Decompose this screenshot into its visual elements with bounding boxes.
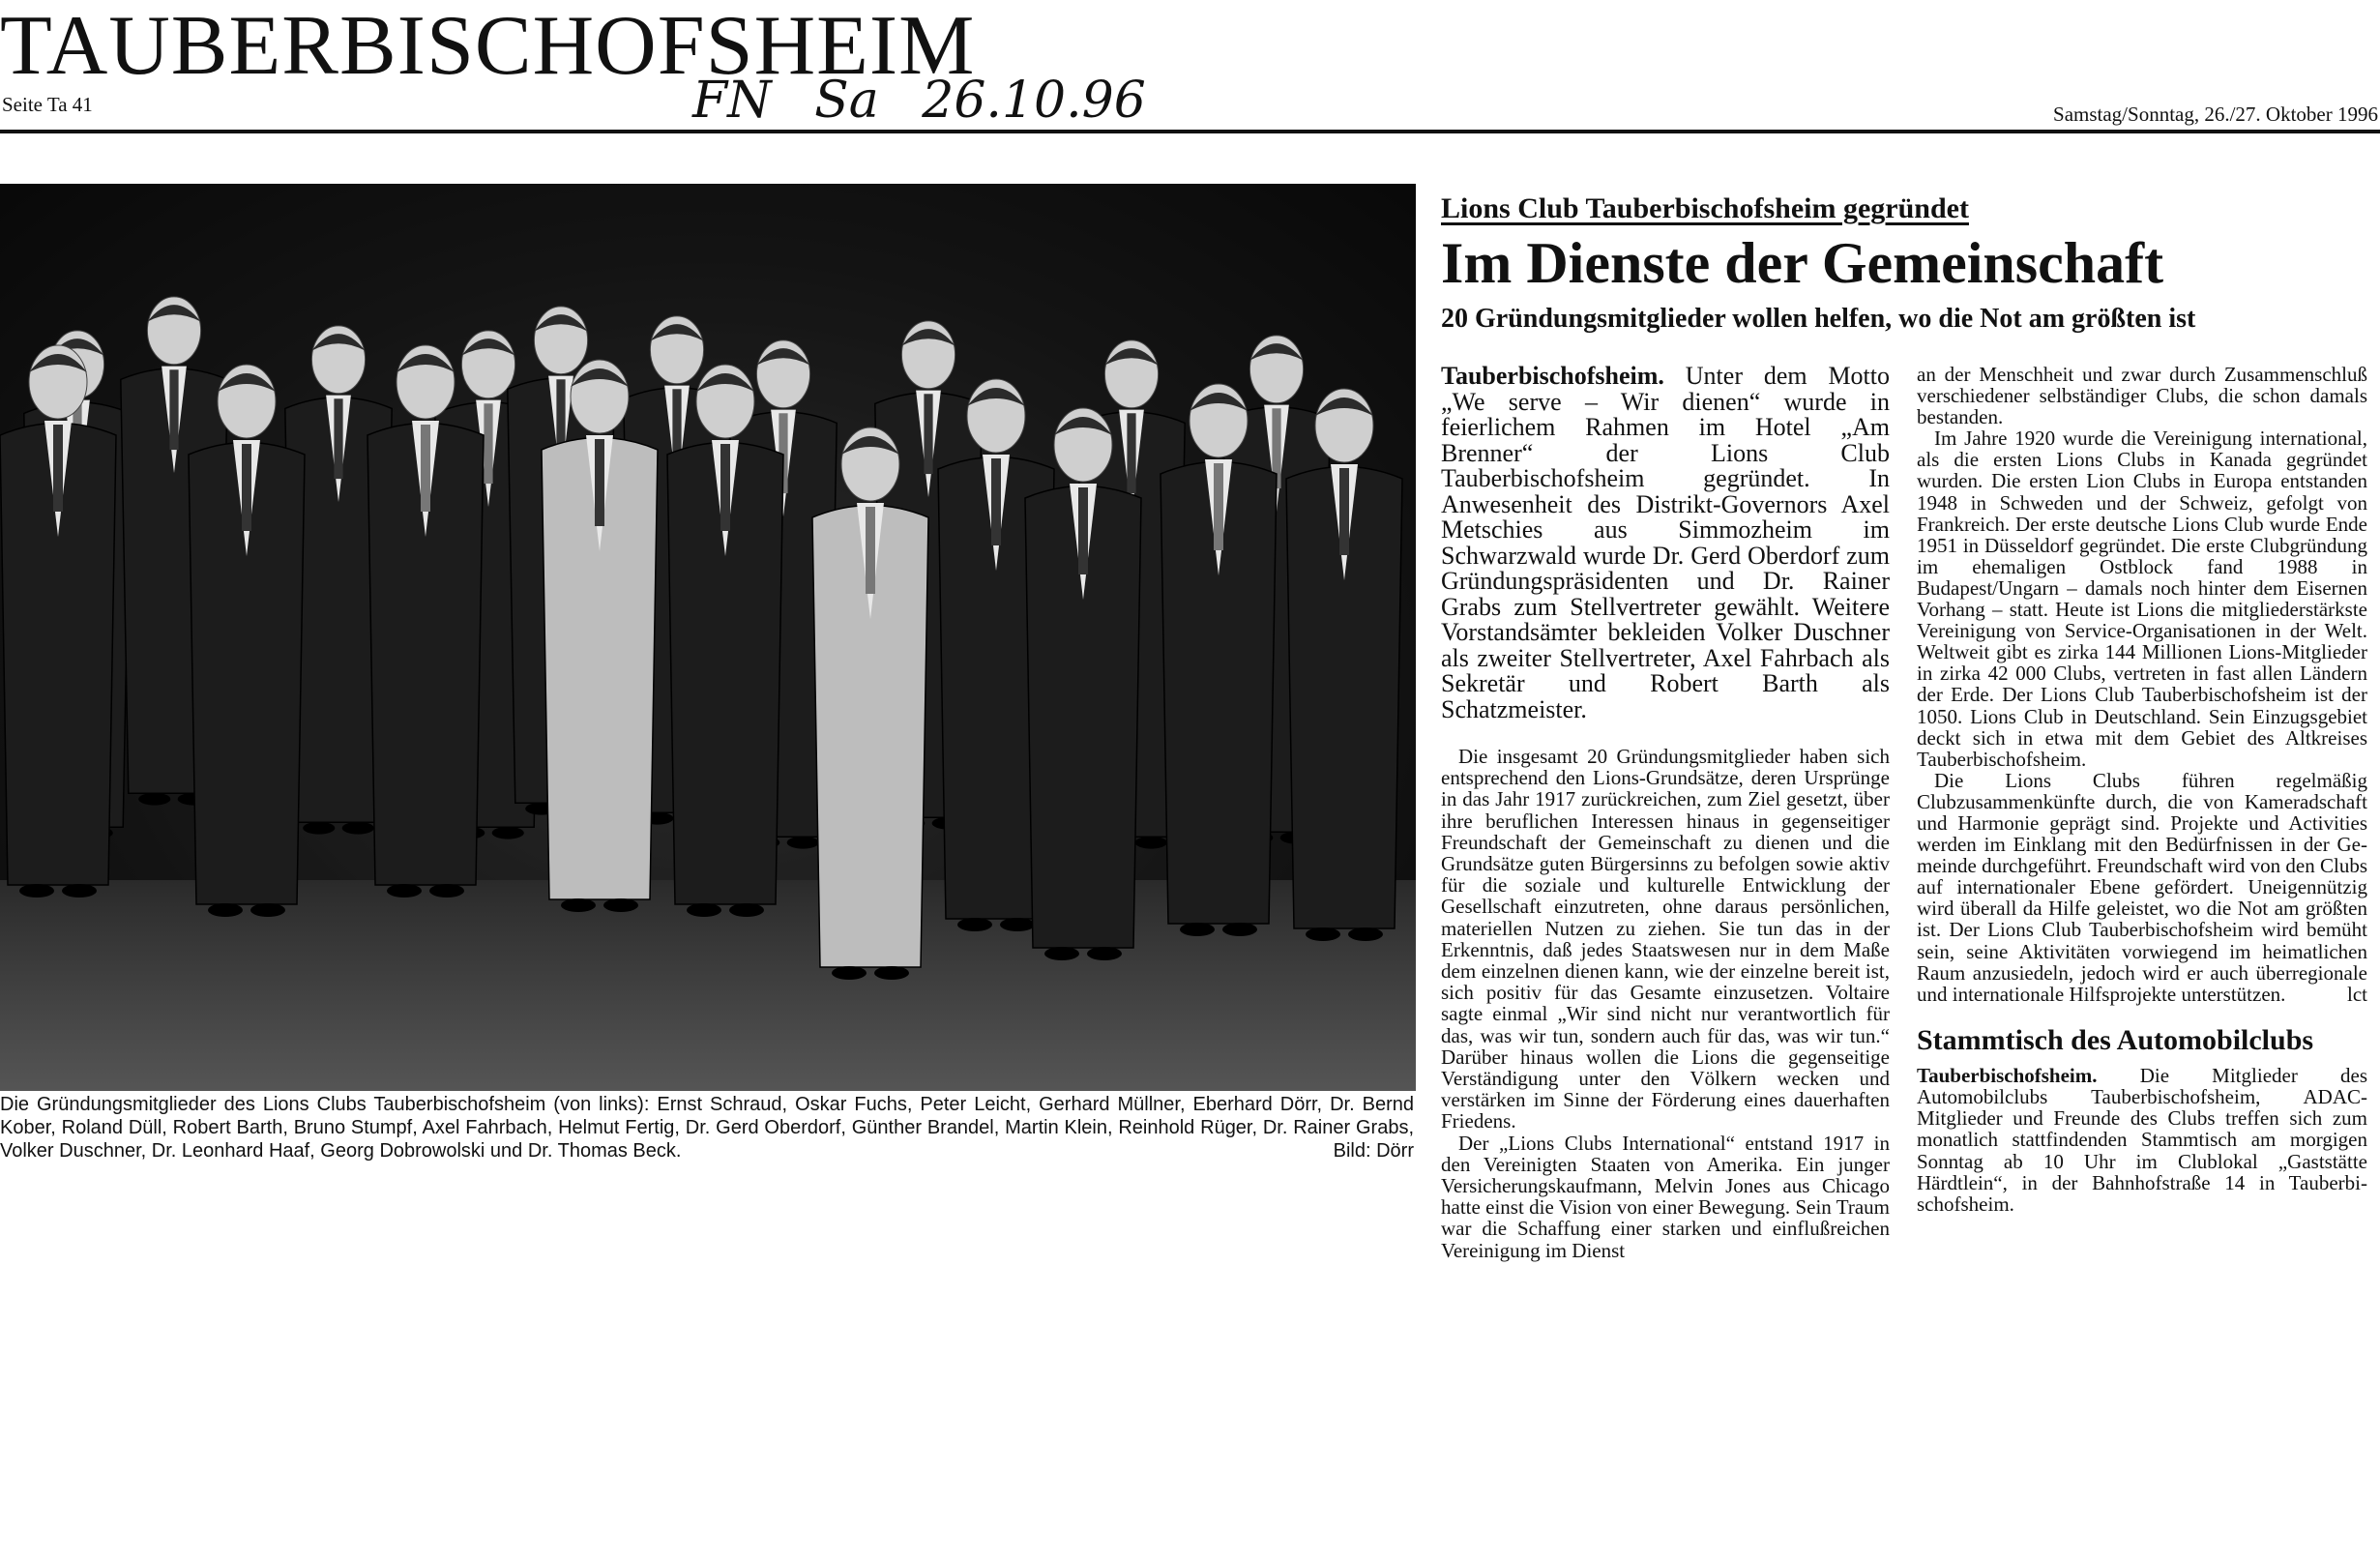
page-label: Seite Ta 41 — [2, 93, 93, 116]
article-headline: Im Dienste der Gemeinschaft — [1441, 231, 2164, 295]
lead-dateline: Tauberbischofsheim. — [1441, 362, 1664, 390]
photo-credit: Bild: Dörr — [1333, 1140, 1414, 1162]
article-header — [1441, 190, 2379, 337]
article-body-col1 — [1441, 746, 1890, 1261]
body-paragraph: Der „Lions Clubs International“ entstand 1917 in den Vereinigten Staaten von Amerika. Ein junger Versicherungskaufmann, Melvin Jones aus Chicago hatte einst die Vision von einer Bewegung. Sein Traum war die Schaffung einer starken und einflußreichen Vereinigung im Dienst — [1441, 1131, 1890, 1262]
article-column-1 — [1441, 364, 1890, 1261]
body-paragraph: Die insgesamt 20 Gründungsmitglieder haben sich entsprechend den Lions-Grundsätze, deren Ursprünge in das Jahr 1917 zurückreichen, zum Ziel gesetzt, über ihre beruflichen Interessen hinaus in gegenseitiger Freundschaft der Gemeinschaft zu dienen und die Grundsätze guten Bürgersinns zu befolgen sowie aktiv für die soziale und kulturelle Entwicklung der Gesellschaft einzutreten, ohne daraus persönlichen, materiellen Nutzen zu ziehen. Sie tun das in der Erkenntnis, daß jedes Staatswesen nur in dem Maße dem einzelnen dienen kann, wie der einzelne bereit ist, sich positiv für das Gesamte einzusetzen. Voltaire sagte einmal „Wir sind nicht nur verantwortlich für das, was wir tun, sondern auch für das, was wir tun.“ Darüber hinaus wollen die Lions die gegenseitige Verständigung unter den Völkern wecken und verstärken im Sinne der Förderung eines dauerhaften Friedens. — [1441, 745, 1890, 1133]
issue-date: Samstag/Sonntag, 26./27. Oktober 1996 — [2053, 103, 2378, 126]
group-photo — [0, 184, 1416, 1091]
body-paragraph — [1917, 770, 2367, 1005]
body-paragraph: Im Jahre 1920 wurde die Vereinigung international, als die ersten Lions Clubs in Kanada gegründet wurden. Die ersten Lion Clubs in Europa entstanden 1948 in Schweden und der Schweiz, gefolgt von Frankreich. Der erste deutsche Lions Club wurde Ende 1951 in Düsseldorf gegründet. Die erste Clubgründung im ehemaligen Ostblock fand 1988 in Budapest/Ungarn – damals noch hinter dem Eisernen Vorhang – statt. Heute ist Lions die mitgliederstärkste Vereinigung von Service-Organisationen in der Welt. Weltweit gibt es zirka 144 Millionen Lions-Mitglieder in zirka 42 000 Clubs, vertreten in fast allen Ländern der Erde. Der Lions Club Tauberbischofsheim ist der 1050. Lions Club in Deutschland. Sein Einzugsgebiet deckt sich in etwa mit dem Gebiet des Altkreises Tauberbischofsheim. — [1917, 427, 2367, 771]
body-paragraph-text: Die Lions Clubs führen regelmäßig Clubzusammenkünfte durch, die von Kameradschaft und Harmonie geprägt sind. Projekte und Activities werden im Einklang mit den Bedürfnissen in der Gemeinde durchgeführt. Freundschaft wird von den Clubs auf internationaler Ebene gefördert. Uneigennützig wird überall da Hilfe geleistet, wo die Not am größten ist. Der Lions Club Tauberbischofsheim wird bemüht sein, seine Aktivitäten vorwiegend im heimatlichen Raum anzusiedeln, jedoch wird er auch überregionale und internationale Hilfsprojekte unterstützen. — [1917, 768, 2367, 1006]
lead-text: Unter dem Motto „We serve – Wir dienen“ wurde in feierlichem Rahmen im Hotel „Am Brenner“ der Lions Club Tauberbischofsheim gegründet. In Anwesenheit des Distrikt-Governors Axel Metschies aus Simmozheim im Schwarzwald wurde Dr. Gerd Oberdorf zum Gründungspräsidenten und Dr. Rainer Grabs zum Stellvertreter gewählt. Weitere Vorstandsämter bekleiden Volker Duschner als zweiter Stellvertreter, Axel Fahrbach als Sekretär und Robert Barth als Schatzmeister. — [1441, 362, 1891, 723]
brief-dateline: Tauberbischofsheim. — [1917, 1063, 2098, 1087]
article-column-2 — [1917, 364, 2367, 1215]
header-rule — [0, 130, 2380, 133]
article-kicker: Lions Club Tauberbischofsheim gegründet — [1441, 192, 1969, 224]
article-body-col2 — [1917, 364, 2367, 1005]
lead-paragraph — [1441, 364, 1890, 722]
article-body — [1441, 364, 2379, 1559]
brief-headline: Stammtisch des Automobilclubs — [1917, 1023, 2314, 1056]
caption-text: Die Gründungsmitglieder des Lions Clubs Tauberbischofsheim (von links): Ernst Schraud, Oskar Fuchs, Peter Leicht, Gerhard Müllner, Eberhard Dörr, Dr. Bernd Kober, Roland Düll, Robert Barth, Bruno Stumpf, Axel Fahrbach, Helmut Fertig, Dr. Gerd Oberdorf, Günther Brandel, Martin Klein, Reinhold Rüger, Dr. Rainer Grabs, Volker Duschner, Dr. Leonhard Haaf, Georg Dobrowolski und Dr. Thomas Beck. — [0, 1094, 1414, 1162]
body-paragraph: an der Menschheit und zwar durch Zusammenschluß verschiedener selbständiger Clubs, die schon damals bestanden. — [1917, 363, 2367, 429]
brief-article — [1917, 1024, 2367, 1215]
brief-text: Die Mitglieder des Automobilclubs Tauberbischofsheim, ADAC-Mitglieder und Freunde des Clubs treffen sich zum monatlich stattfindenden Stammtisch am morgigen Sonntag ab 10 Uhr im Clublokal „Gaststätte Härdtlein“, in der Bahnhofstraße 14 in Tauberbischofsheim. — [1917, 1063, 2367, 1217]
group-photo-drawing — [0, 184, 1416, 1091]
handwritten-note: FN Sa 26.10.96 — [692, 72, 1146, 130]
masthead: TAUBERBISCHOFSHEIM — [0, 0, 976, 93]
brief-paragraph — [1917, 1065, 2367, 1215]
article-subhead: 20 Gründungsmitglieder wollen helfen, wo die Not am größten ist — [1441, 304, 2196, 334]
article-lead — [1441, 364, 1890, 722]
author-byline: lct — [2347, 982, 2367, 1006]
photo-caption — [0, 1093, 1414, 1163]
